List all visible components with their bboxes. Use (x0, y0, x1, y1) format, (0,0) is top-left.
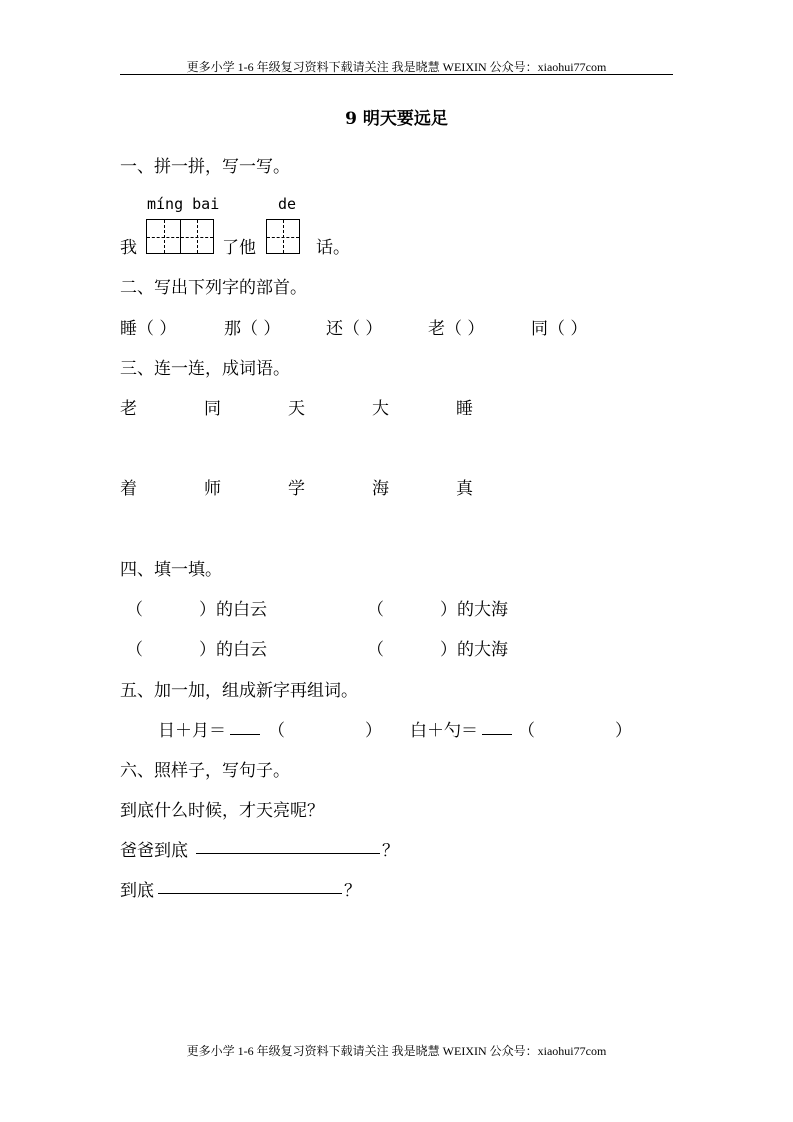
fill-open-paren[interactable]: （ (367, 640, 384, 660)
equation-1: 日＋月＝ (158, 721, 226, 741)
fill-open-paren[interactable]: （ (126, 640, 143, 660)
match-bottom-char[interactable]: 学 (288, 479, 305, 499)
answer-blank[interactable] (482, 734, 512, 735)
section-2-heading: 二、写出下列字的部首。 (120, 278, 307, 298)
example-sentence: 到底什么时候，才天亮呢？ (120, 801, 324, 821)
match-top-char[interactable]: 睡 (456, 399, 473, 419)
lesson-title: 9 明天要远足 (345, 109, 448, 129)
section-3-heading: 三、连一连，成词语。 (120, 359, 290, 379)
radical-item[interactable]: 那（ ） (224, 319, 281, 339)
tian-guide (267, 237, 299, 238)
sentence-blank[interactable] (158, 893, 342, 894)
section-5-heading: 五、加一加，组成新字再组词。 (120, 681, 358, 701)
tianzige-box-single[interactable] (266, 219, 300, 254)
page-header: 更多小学 1-6 年级复习资料下载请关注 我是晓慧 WEIXIN 公众号：xiaohui77com (186, 60, 607, 74)
sentence-text-end: 话。 (316, 238, 350, 258)
word-open-paren[interactable]: （ (518, 721, 535, 741)
answer-blank[interactable] (230, 734, 260, 735)
radical-item[interactable]: 睡（ ） (120, 319, 177, 339)
fill-phrase: ）的大海 (440, 600, 508, 620)
sentence-text-start: 我 (120, 238, 137, 258)
match-top-char[interactable]: 同 (204, 399, 221, 419)
pinyin-mingbai: míng bai (147, 195, 220, 213)
fill-open-paren[interactable]: （ (126, 600, 143, 620)
sentence-blank[interactable] (196, 853, 380, 854)
tian-guide (147, 237, 213, 238)
radical-item[interactable]: 同（ ） (531, 319, 588, 339)
match-top-char[interactable]: 大 (372, 399, 389, 419)
fill-phrase: ）的大海 (440, 640, 508, 660)
question-mark: ？ (344, 881, 361, 901)
match-top-char[interactable]: 天 (288, 399, 305, 419)
sentence-text-middle: 了他 (222, 238, 256, 258)
question-mark: ？ (382, 841, 399, 861)
sentence-prompt-1: 爸爸到底 (120, 841, 188, 861)
tianzige-box-double[interactable] (146, 219, 214, 254)
fill-phrase: ）的白云 (199, 600, 267, 620)
match-bottom-char[interactable]: 师 (204, 479, 221, 499)
header-divider (120, 74, 673, 75)
radical-item[interactable]: 还（ ） (326, 319, 383, 339)
word-close-paren: ） (615, 721, 632, 741)
match-bottom-char[interactable]: 真 (456, 479, 473, 499)
page-footer: 更多小学 1-6 年级复习资料下载请关注 我是晓慧 WEIXIN 公众号：xiaohui77com (186, 1044, 607, 1058)
equation-2: 白＋勺＝ (410, 721, 478, 741)
pinyin-de: de (278, 195, 297, 213)
match-bottom-char[interactable]: 海 (372, 479, 389, 499)
sentence-prompt-2: 到底 (120, 881, 154, 901)
word-close-paren: ） (365, 721, 382, 741)
match-bottom-char[interactable]: 着 (120, 479, 137, 499)
word-open-paren[interactable]: （ (268, 721, 285, 741)
fill-open-paren[interactable]: （ (367, 600, 384, 620)
section-6-heading: 六、照样子，写句子。 (120, 761, 290, 781)
section-1-heading: 一、拼一拼，写一写。 (120, 157, 290, 177)
radical-item[interactable]: 老（ ） (428, 319, 485, 339)
match-top-char[interactable]: 老 (120, 399, 137, 419)
section-4-heading: 四、填一填。 (120, 560, 222, 580)
fill-phrase: ）的白云 (199, 640, 267, 660)
